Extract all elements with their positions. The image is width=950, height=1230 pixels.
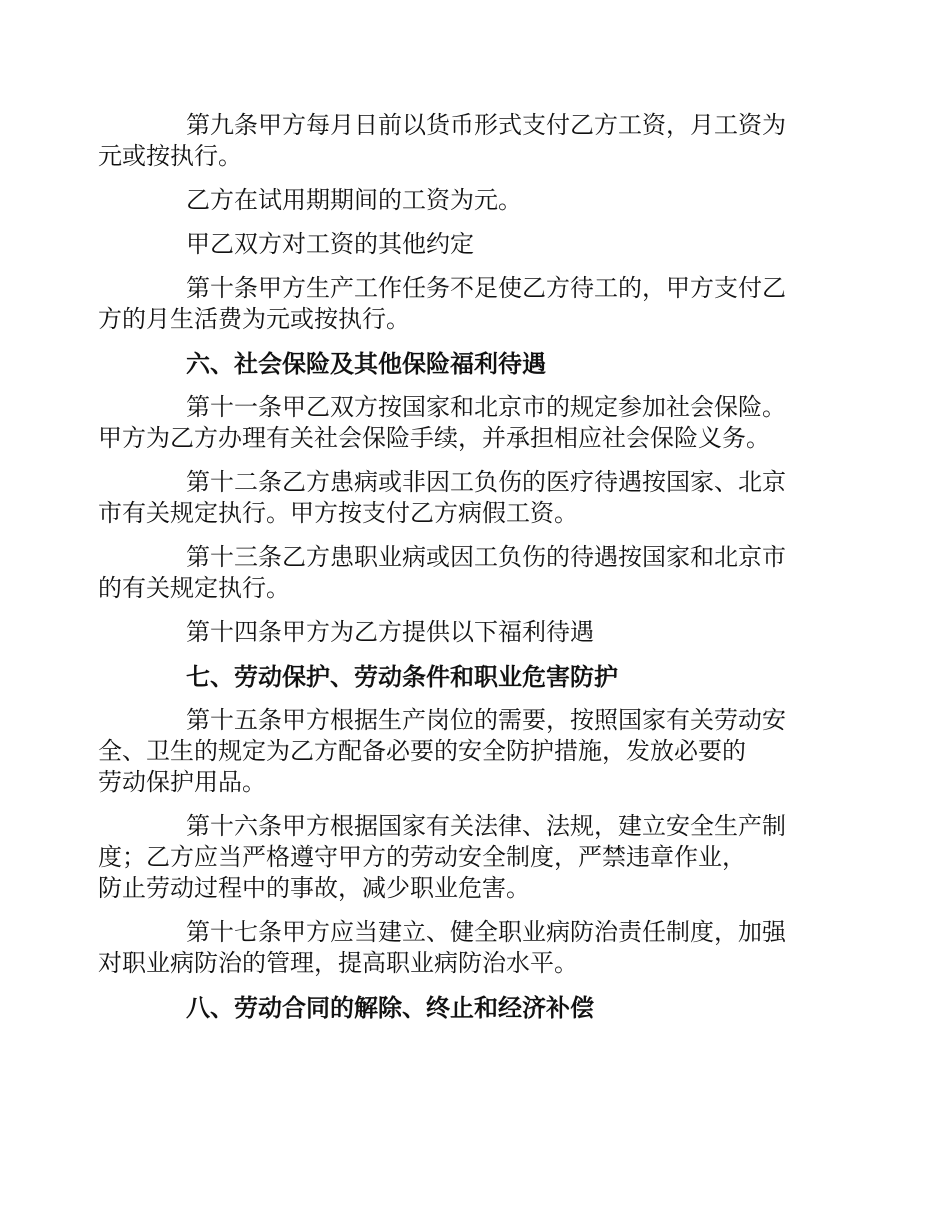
other-wage-agreement xyxy=(142,229,814,260)
text-line: 第十二条乙方患病或非因工负伤的医疗待遇按国家、北京 xyxy=(186,468,786,496)
clause-13-occupational-injury xyxy=(98,542,814,604)
probation-wage xyxy=(142,185,814,216)
text-line: 第十七条甲方应当建立、健全职业病防治责任制度，加强 xyxy=(186,918,786,946)
text-line: 对职业病防治的管理，提高职业病防治水平。 xyxy=(98,949,578,977)
text-line: 第十六条甲方根据国家有关法律、法规，建立安全生产制 xyxy=(186,812,786,840)
text-line: 甲乙双方对工资的其他约定 xyxy=(186,230,474,258)
clause-12-sick-leave xyxy=(98,467,814,529)
clause-11-social-insurance xyxy=(98,392,814,454)
text-line: 第九条甲方每月日前以货币形式支付乙方工资，月工资为 xyxy=(186,111,786,139)
clause-17-disease-prevention xyxy=(98,917,814,979)
text-line: 甲方为乙方办理有关社会保险手续，并承担相应社会保险义务。 xyxy=(98,424,770,452)
text-line: 劳动保护用品。 xyxy=(98,768,266,796)
heading-text: 八、劳动合同的解除、终止和经济补偿 xyxy=(186,993,594,1022)
text-line: 元或按执行。 xyxy=(98,142,242,170)
clause-15-protective-equipment xyxy=(98,705,814,798)
text-line: 第十五条甲方根据生产岗位的需要，按照国家有关劳动安 xyxy=(186,706,786,734)
text-line: 第十条甲方生产工作任务不足使乙方待工的，甲方支付乙 xyxy=(186,274,786,302)
text-line: 度；乙方应当严格遵守甲方的劳动安全制度，严禁违章作业， xyxy=(98,843,746,871)
text-line: 第十四条甲方为乙方提供以下福利待遇 xyxy=(186,618,594,646)
heading-text: 七、劳动保护、劳动条件和职业危害防护 xyxy=(186,662,618,691)
clause-10-idle-allowance xyxy=(98,273,814,335)
text-line: 全、卫生的规定为乙方配备必要的安全防护措施，发放必要的 xyxy=(98,737,746,765)
text-line: 防止劳动过程中的事故，减少职业危害。 xyxy=(98,874,530,902)
clause-14-benefits xyxy=(142,617,814,648)
text-line: 第十一条甲乙双方按国家和北京市的规定参加社会保险。 xyxy=(186,393,786,421)
heading-text: 六、社会保险及其他保险福利待遇 xyxy=(186,349,546,378)
text-line: 市有关规定执行。甲方按支付乙方病假工资。 xyxy=(98,499,578,527)
text-line: 的有关规定执行。 xyxy=(98,574,290,602)
section-8-heading xyxy=(142,992,814,1023)
text-line: 第十三条乙方患职业病或因工负伤的待遇按国家和北京市 xyxy=(186,543,786,571)
section-7-heading xyxy=(142,661,814,692)
document-page xyxy=(98,110,814,1036)
text-line: 方的月生活费为元或按执行。 xyxy=(98,305,410,333)
clause-16-safety-rules xyxy=(98,811,814,904)
clause-9-wage-payment xyxy=(98,110,814,172)
section-6-heading xyxy=(142,348,814,379)
text-line: 乙方在试用期期间的工资为元。 xyxy=(186,186,522,214)
